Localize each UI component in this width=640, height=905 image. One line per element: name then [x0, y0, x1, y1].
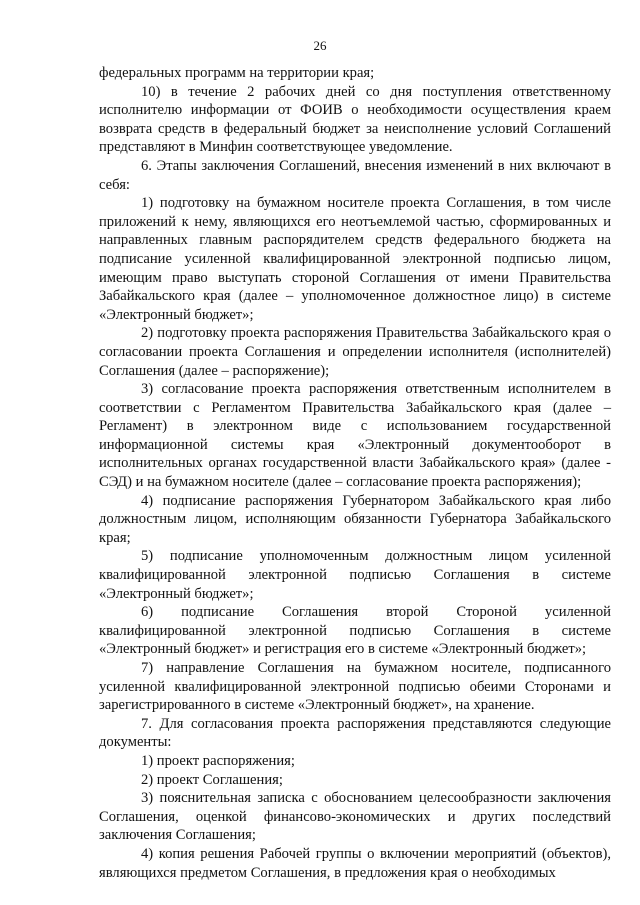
paragraph-section-7: 7. Для согласования проекта распоряжения представляются следующие документы:	[99, 715, 611, 751]
paragraph-continuation: федеральных программ на территории края;	[99, 65, 375, 81]
paragraph-stage-2: 2) подготовку проекта распоряжения Правительства Забайкальского края о согласовании проекта Соглашения и определении исполнителя (исполнителей) Соглашения (далее – распоряжение);	[99, 325, 611, 379]
paragraph-stage-4: 4) подписание распоряжения Губернатором Забайкальского края либо должностным лицом, исполняющим обязанности Губернатора Забайкальского края;	[99, 492, 611, 546]
page-number: 26	[313, 38, 327, 53]
paragraph-stage-6: 6) подписание Соглашения второй Стороной усиленной квалифицированной электронной подписью Соглашения в системе «Электронный бюджет» и регистрация его в системе «Электронный бюджет»;	[99, 604, 611, 658]
paragraph-doc-4: 4) копия решения Рабочей группы о включении мероприятий (объектов), являющихся предметом Соглашения, в предложения края о необходимых	[99, 845, 611, 881]
document-body	[99, 64, 611, 882]
paragraph-section-6: 6. Этапы заключения Соглашений, внесения изменений в них включают в себя:	[99, 157, 611, 193]
paragraph-stage-5: 5) подписание уполномоченным должностным лицом усиленной квалифицированной электронной подписью Соглашения в системе «Электронный бюджет»;	[99, 548, 611, 602]
paragraph-item-10: 10) в течение 2 рабочих дней со дня поступления ответственному исполнителю информации от ФОИВ о необходимости осуществления краем возврата средств в федеральный бюджет за неисполнение условий Соглашений представляют в Минфин соответствующее уведомление.	[99, 83, 611, 156]
paragraph-stage-1: 1) подготовку на бумажном носителе проекта Соглашения, в том числе приложений к нему, являющихся его неотъемлемой частью, сформированных и направленных главным распорядителем средств федерального бюджета на подписание усиленной квалифицированной электронной подписью лицом, имеющим право выступать стороной Соглашения от имени Правительства Забайкальского края (далее – уполномоченное должностное лицо) в системе «Электронный бюджет»;	[99, 195, 611, 323]
paragraph-stage-7: 7) направление Соглашения на бумажном носителе, подписанного усиленной квалифицированной электронной подписью обеими Сторонами и зарегистрированного в системе «Электронный бюджет», на хранение.	[99, 660, 611, 714]
paragraph-doc-2: 2) проект Соглашения;	[141, 771, 283, 788]
paragraph-doc-3: 3) пояснительная записка с обоснованием целесообразности заключения Соглашения, оценкой финансово-экономических и других последствий заключения Соглашения;	[99, 790, 611, 844]
paragraph-stage-3: 3) согласование проекта распоряжения ответственным исполнителем в соответствии с Регламентом Правительства Забайкальского края (далее – Регламент) в электронном виде с использованием государственной информационной системы края «Электронный документооборот в исполнительных органах государственной власти Забайкальского края» (далее - СЭД) и на бумажном носителе (далее – согласование проекта распоряжения);	[99, 381, 611, 491]
paragraph-doc-1: 1) проект распоряжения;	[141, 752, 295, 769]
